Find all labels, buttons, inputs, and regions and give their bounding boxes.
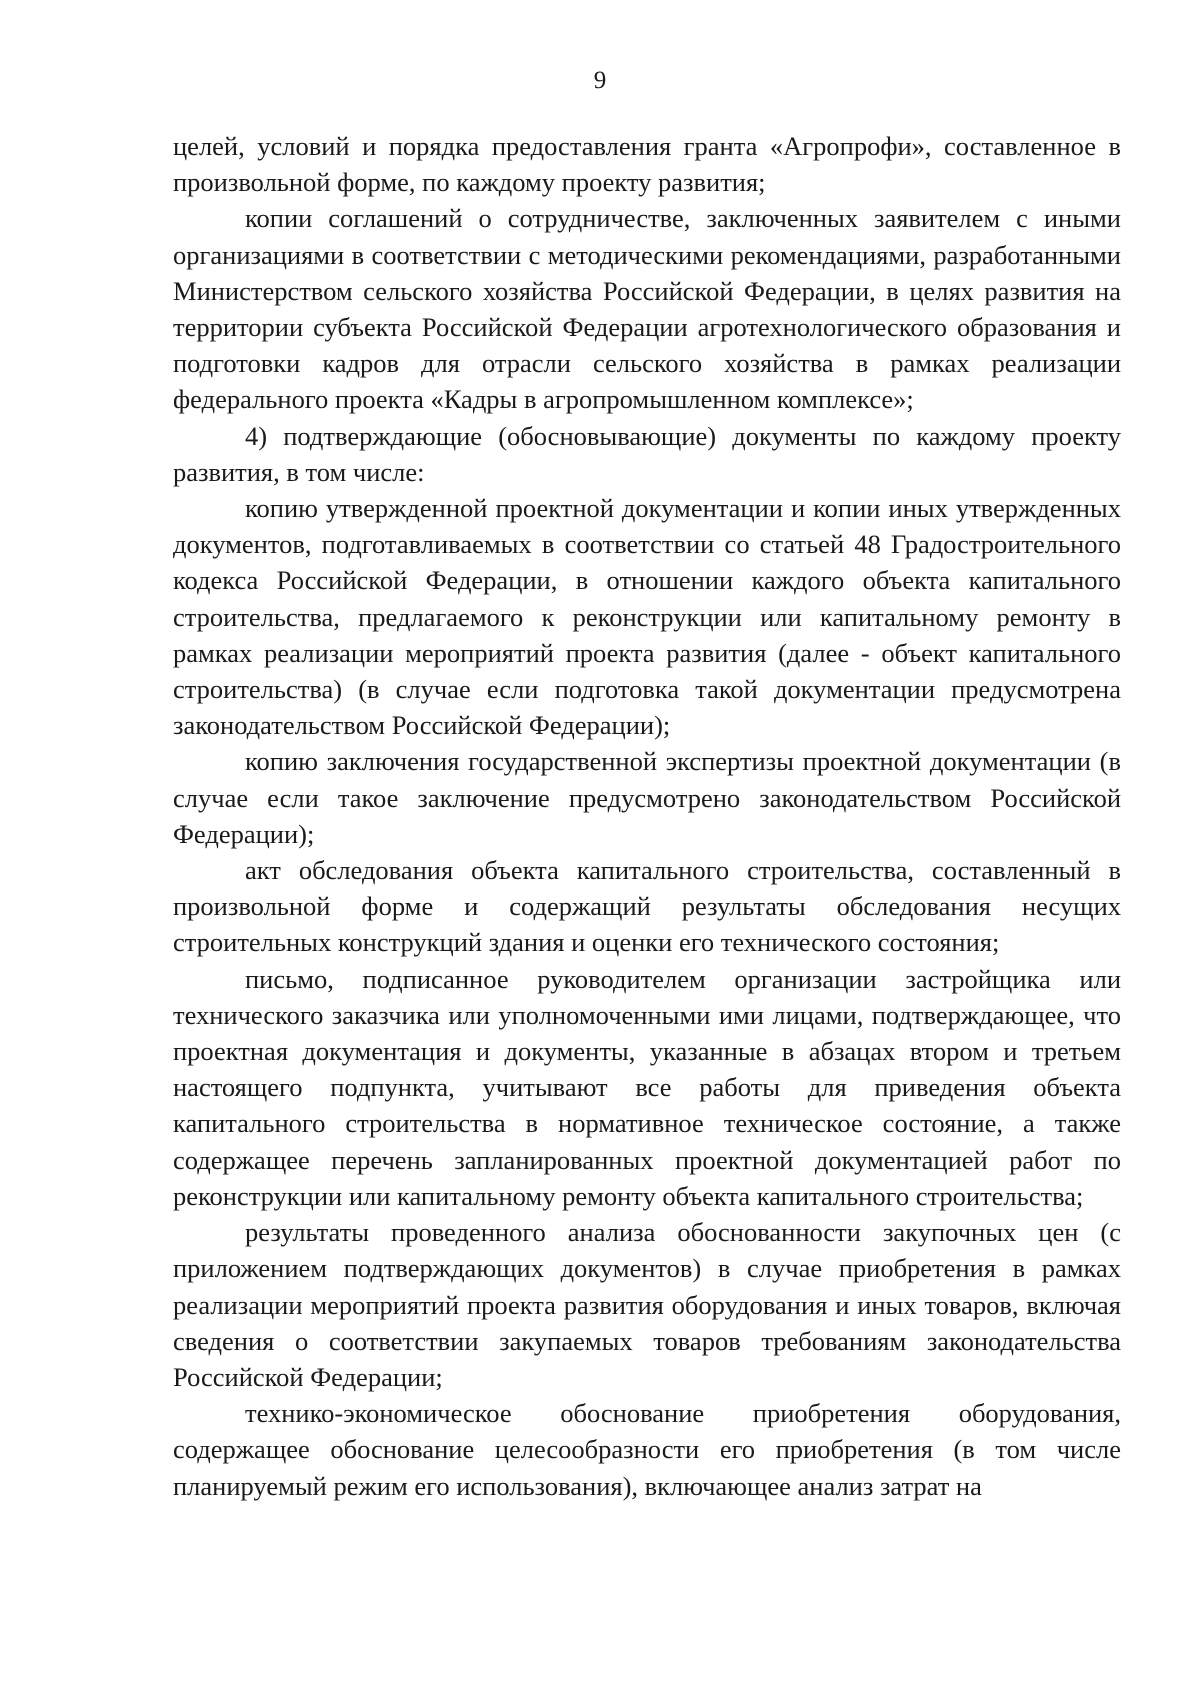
document-body [173, 128, 1121, 1504]
paragraph: 4) подтверждающие (обосновывающие) документы по каждому проекту развития, в том числе: [173, 420, 1121, 487]
paragraph: результаты проведенного анализа обоснованности закупочных цен (с приложением подтверждающих документов) в случае приобретения в рамках реализации мероприятий проекта развития оборудования и иных товаров, включая сведения о соответствии закупаемых товаров требованиям законодательства Российской Федерации; [173, 1217, 1121, 1392]
paragraph-continuation: целей, условий и порядка предоставления гранта «Агропрофи», составленное в произвольной форме, по каждому проекту развития; [173, 131, 1121, 198]
paragraph: технико-экономическое обоснование приобретения оборудования, содержащее обоснование целесообразности его приобретения (в том числе планируемый режим его использования), включающее анализ затрат на [173, 1398, 1121, 1501]
paragraph: копии соглашений о сотрудничестве, заключенных заявителем с иными организациями в соответствии с методическими рекомендациями, разработанными Министерством сельского хозяйства Российской Федерации, в целях развития на территории субъекта Российской Федерации агротехнологического образования и подготовки кадров для отрасли сельского хозяйства в рамках реализации федерального проекта «Кадры в агропромышленном комплексе»; [173, 203, 1121, 415]
paragraph: копию утвержденной проектной документации и копии иных утвержденных документов, подготавливаемых в соответствии со статьей 48 Градостроительного кодекса Российской Федерации, в отношении каждого объекта капитального строительства, предлагаемого к реконструкции или капитальному ремонту в рамках реализации мероприятий проекта развития (далее - объект капитального строительства) (в случае если подготовка такой документации предусмотрена законодательством Российской Федерации); [173, 493, 1121, 741]
paragraph: акт обследования объекта капитального строительства, составленный в произвольной форме и содержащий результаты обследования несущих строительных конструкций здания и оценки его технического состояния; [173, 855, 1121, 958]
page-number: 9 [593, 67, 607, 94]
paragraph: копию заключения государственной экспертизы проектной документации (в случае если такое заключение предусмотрено законодательством Российской Федерации); [173, 746, 1121, 849]
paragraph: письмо, подписанное руководителем организации застройщика или технического заказчика или уполномоченными ими лицами, подтверждающее, что проектная документация и документы, указанные в абзацах втором и третьем настоящего подпункта, учитывают все работы для приведения объекта капитального строительства в нормативное техническое состояние, а также содержащее перечень запланированных проектной документацией работ по реконструкции или капитальному ремонту объекта капитального строительства; [173, 963, 1121, 1211]
